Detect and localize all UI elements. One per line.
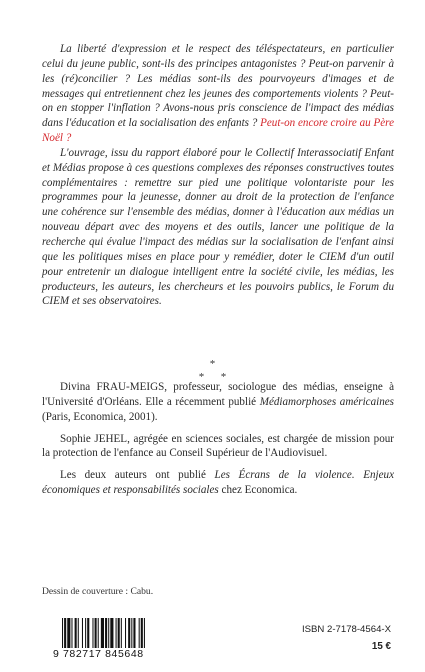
abstract-paragraph-2: L'ouvrage, issu du rapport élaboré pour le Collectif Interassociatif Enfant et Médias propose à ces questions complexes des réponses constructives toutes complémentaires : remettre sur pied une politique volontariste pour les programmes pour la jeunesse, donner au droit de la protection de l'enfance une cohérence sur l'ensemble des médias, donner à l'éducation aux médias un nouveau départ avec des moyens et des outils, lancer une politique de la recherche qui évalue l'impact des médias sur la socialisation de l'enfant ainsi que les politiques mises en place pour y remédier, doter le CIEM d'un outil pour entretenir un dialogue intelligent entre la société civile, les médias, les producteurs, les auteurs, les chercheurs et les pouvoirs publics, le Forum du CIEM et ses observatoires. — [42, 146, 394, 308]
price-tag: 15 € — [371, 641, 391, 652]
separator-stars-bottom: * * — [198, 371, 227, 383]
abstract-highlight: Peut-on encore croire au Père Noël ? — [42, 117, 394, 145]
barcode-digits: 9 782717 845648 — [53, 648, 144, 660]
abstract-questions: La liberté d'expression et le respect des téléspectateurs, en particulier celui du jeune public, sont-ils des principes antagonistes ? Peut-on parvenir à les (ré)concilier ? Les médias sont-ils des pourvoyeurs d'images et de messages qui entretiennent chez les jeunes des comportements violents ? Peut-on en stopper l'inflation ? Avons-nous pris conscience de l'impact des médias dans l'éducation et la socialisation des enfants ? — [42, 43, 394, 130]
isbn-number: ISBN 2-7178-4564-X — [301, 624, 391, 635]
separator-star-top: * — [209, 358, 216, 370]
bio-frau-meigs: Divina FRAU-MEIGS, professeur, sociologue des médias, enseigne à l'Université d'Orléans. Elle a récemment publié Médiamorphoses américaines (Paris, Economica, 2001). — [42, 381, 394, 423]
author-bios — [42, 380, 394, 505]
book-title-mediamorphoses: Médiamorphoses américaines — [259, 395, 394, 408]
book-title-ecrans: Les Écrans de la violence. Enjeux économiques et responsabilités sociales — [42, 469, 394, 497]
cover-credit: Dessin de couverture : Cabu. — [42, 586, 154, 597]
joint-publication: Les deux auteurs ont publié Les Écrans de la violence. Enjeux économiques et responsabilités sociales chez Economica. — [42, 469, 394, 497]
abstract-paragraph-1 — [42, 42, 394, 146]
book-abstract — [42, 42, 394, 309]
bio-jehel: Sophie JEHEL, agrégée en sciences sociales, est chargée de mission pour la protection de l'enfance au Conseil Supérieur de l'Audiovisuel. — [42, 432, 394, 460]
